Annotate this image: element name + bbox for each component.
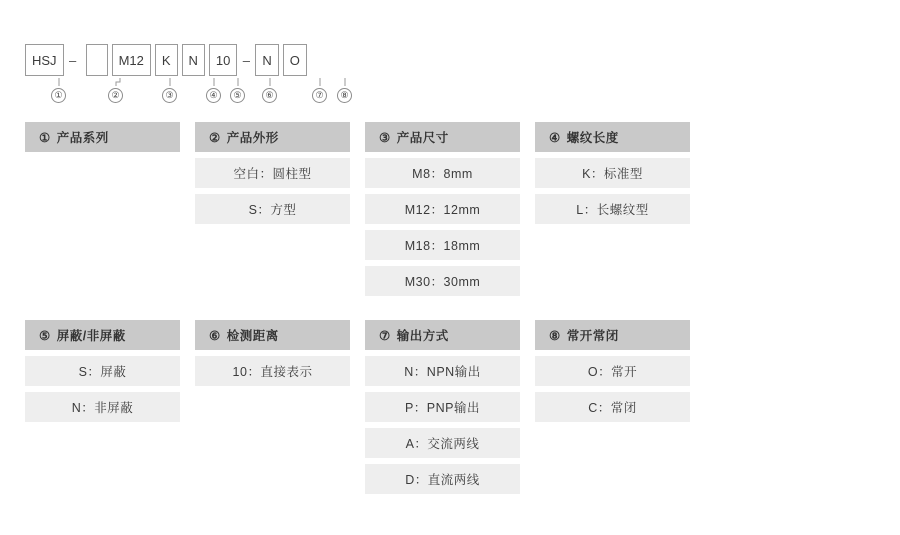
- legend-column-product-series: [25, 122, 180, 158]
- legend-column-contact-type: [535, 320, 690, 428]
- legend-item: D：直流两线: [365, 464, 520, 494]
- legend-header-product-shape: [195, 122, 350, 152]
- legend-column-sensing-distance: [195, 320, 350, 392]
- legend-item: M18：18mm: [365, 230, 520, 260]
- legend-header-contact-type: [535, 320, 690, 350]
- legend-item: A：交流两线: [365, 428, 520, 458]
- legend-header-label-4: 螺纹长度: [566, 131, 619, 145]
- legend-item: 空白：圆柱型: [195, 158, 350, 188]
- legend-column-product-size: [365, 122, 520, 302]
- legend-item: L：长螺纹型: [535, 194, 690, 224]
- marker-4: ④: [206, 88, 221, 103]
- legend-item: S：屏蔽: [25, 356, 180, 386]
- legend-item: O：常开: [535, 356, 690, 386]
- legend-item: C：常闭: [535, 392, 690, 422]
- marker-5: ⑤: [230, 88, 245, 103]
- code-segment-shield: N: [182, 44, 205, 76]
- marker-2: ②: [108, 88, 123, 103]
- marker-1: ①: [51, 88, 66, 103]
- marker-8: ⑧: [337, 88, 352, 103]
- legend-header-output-type: [365, 320, 520, 350]
- legend-header-label-3: 产品尺寸: [396, 131, 449, 145]
- legend-item: M30：30mm: [365, 266, 520, 296]
- legend-header-number-4: ④: [549, 130, 561, 145]
- legend-header-product-series: [25, 122, 180, 152]
- legend-header-label-7: 输出方式: [396, 329, 449, 343]
- marker-6: ⑥: [262, 88, 277, 103]
- code-dash-1: –: [68, 52, 77, 68]
- legend-column-output-type: [365, 320, 520, 500]
- legend-header-number-8: ⑧: [549, 328, 561, 343]
- legend-item: S：方型: [195, 194, 350, 224]
- legend-header-label-8: 常开常闭: [566, 329, 619, 343]
- legend-item: N：非屏蔽: [25, 392, 180, 422]
- marker-3: ③: [162, 88, 177, 103]
- legend-item: P：PNP输出: [365, 392, 520, 422]
- legend-header-number-3: ③: [379, 130, 391, 145]
- legend-header-label-1: 产品系列: [56, 131, 109, 145]
- legend-header-label-2: 产品外形: [226, 131, 279, 145]
- legend-header-number-5: ⑤: [39, 328, 51, 343]
- legend-column-product-shape: [195, 122, 350, 230]
- legend-item: M12：12mm: [365, 194, 520, 224]
- legend-header-number-7: ⑦: [379, 328, 391, 343]
- code-segment-thread: K: [155, 44, 178, 76]
- code-segment-series: HSJ: [25, 44, 64, 76]
- legend-header-product-size: [365, 122, 520, 152]
- code-segment-contact: O: [283, 44, 307, 76]
- legend-header-number-6: ⑥: [209, 328, 221, 343]
- legend-header-label-6: 检测距离: [226, 329, 279, 343]
- marker-7: ⑦: [312, 88, 327, 103]
- code-segment-shape: [86, 44, 108, 76]
- legend-header-number-1: ①: [39, 130, 51, 145]
- legend-item: 10：直接表示: [195, 356, 350, 386]
- legend-item: M8：8mm: [365, 158, 520, 188]
- legend-header-thread-length: [535, 122, 690, 152]
- code-segment-output: N: [255, 44, 278, 76]
- legend-header-number-2: ②: [209, 130, 221, 145]
- legend-column-thread-length: [535, 122, 690, 230]
- code-segment-distance: 10: [209, 44, 237, 76]
- legend-header-label-5: 屏蔽/非屏蔽: [56, 329, 126, 343]
- legend-column-shielding: [25, 320, 180, 428]
- model-code-string: [25, 42, 307, 78]
- legend-header-shielding: [25, 320, 180, 350]
- code-dash-2: –: [242, 52, 250, 68]
- legend-header-sensing-distance: [195, 320, 350, 350]
- code-segment-size: M12: [112, 44, 151, 76]
- legend-item: N：NPN输出: [365, 356, 520, 386]
- legend-item: K：标准型: [535, 158, 690, 188]
